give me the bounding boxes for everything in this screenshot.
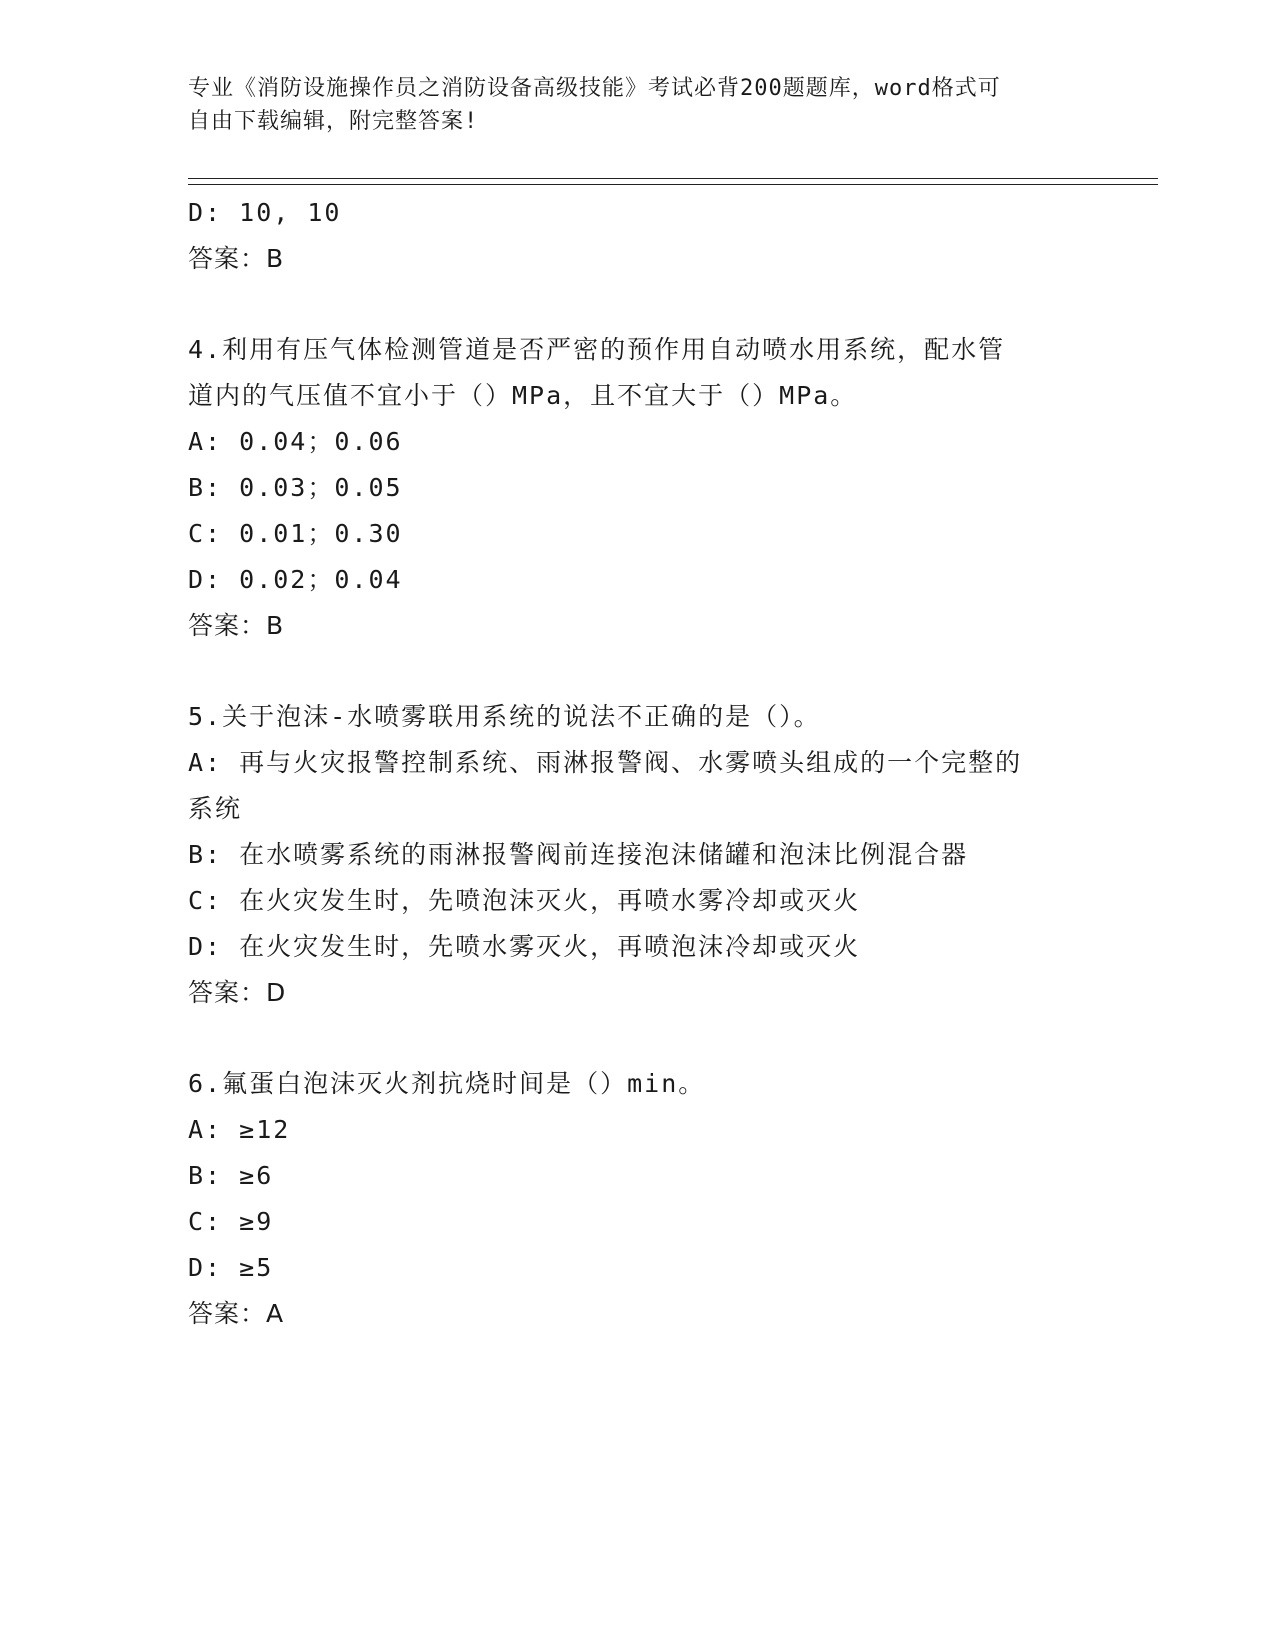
answer: 答案：A (188, 1299, 285, 1328)
answer: 答案：B (188, 611, 285, 640)
document-header (188, 72, 1068, 138)
option-d: D: 0.02；0.04 (188, 565, 403, 594)
option-c: C: ≥9 (188, 1207, 274, 1236)
question-stem: 4.利用有压气体检测管道是否严密的预作用自动喷水用系统，配水管 (188, 335, 1006, 364)
option-d: D: 在火灾发生时，先喷水雾灭火，再喷泡沫冷却或灭火 (188, 932, 861, 961)
option-b: B: 在水喷雾系统的雨淋报警阀前连接泡沫储罐和泡沫比例混合器 (188, 840, 969, 869)
option-a: A: 再与火灾报警控制系统、雨淋报警阀、水雾喷头组成的一个完整的 (188, 748, 1023, 777)
option-d: D: ≥5 (188, 1253, 274, 1282)
option-a: A: 0.04；0.06 (188, 427, 403, 456)
answer: 答案：D (188, 978, 287, 1007)
question-stem: 5.关于泡沫-水喷雾联用系统的说法不正确的是（）。 (188, 702, 821, 731)
option-b: B: 0.03；0.05 (188, 473, 403, 502)
question-5 (188, 694, 1088, 1016)
header-line-2: 自由下载编辑，附完整答案! (188, 109, 479, 134)
question-3 (188, 190, 1088, 282)
option-a: A: ≥12 (188, 1115, 291, 1144)
question-4 (188, 327, 1088, 649)
option-a-continued: 系统 (188, 794, 243, 823)
header-divider-top (188, 178, 1158, 179)
question-stem-continued: 道内的气压值不宜小于（）MPa，且不宜大于（）MPa。 (188, 381, 858, 410)
option-b: B: ≥6 (188, 1161, 274, 1190)
question-6 (188, 1061, 1088, 1337)
option-d: D: 10, 10 (188, 198, 342, 227)
question-stem: 6.氟蛋白泡沫灭火剂抗烧时间是（）min。 (188, 1069, 706, 1098)
answer: 答案：B (188, 244, 285, 273)
question-list (188, 190, 1088, 1337)
option-c: C: 在火灾发生时，先喷泡沫灭火，再喷水雾冷却或灭火 (188, 886, 861, 915)
header-line-1: 专业《消防设施操作员之消防设备高级技能》考试必背200题题库，word格式可 (188, 76, 1001, 101)
option-c: C: 0.01；0.30 (188, 519, 403, 548)
header-divider-bottom (188, 184, 1158, 185)
